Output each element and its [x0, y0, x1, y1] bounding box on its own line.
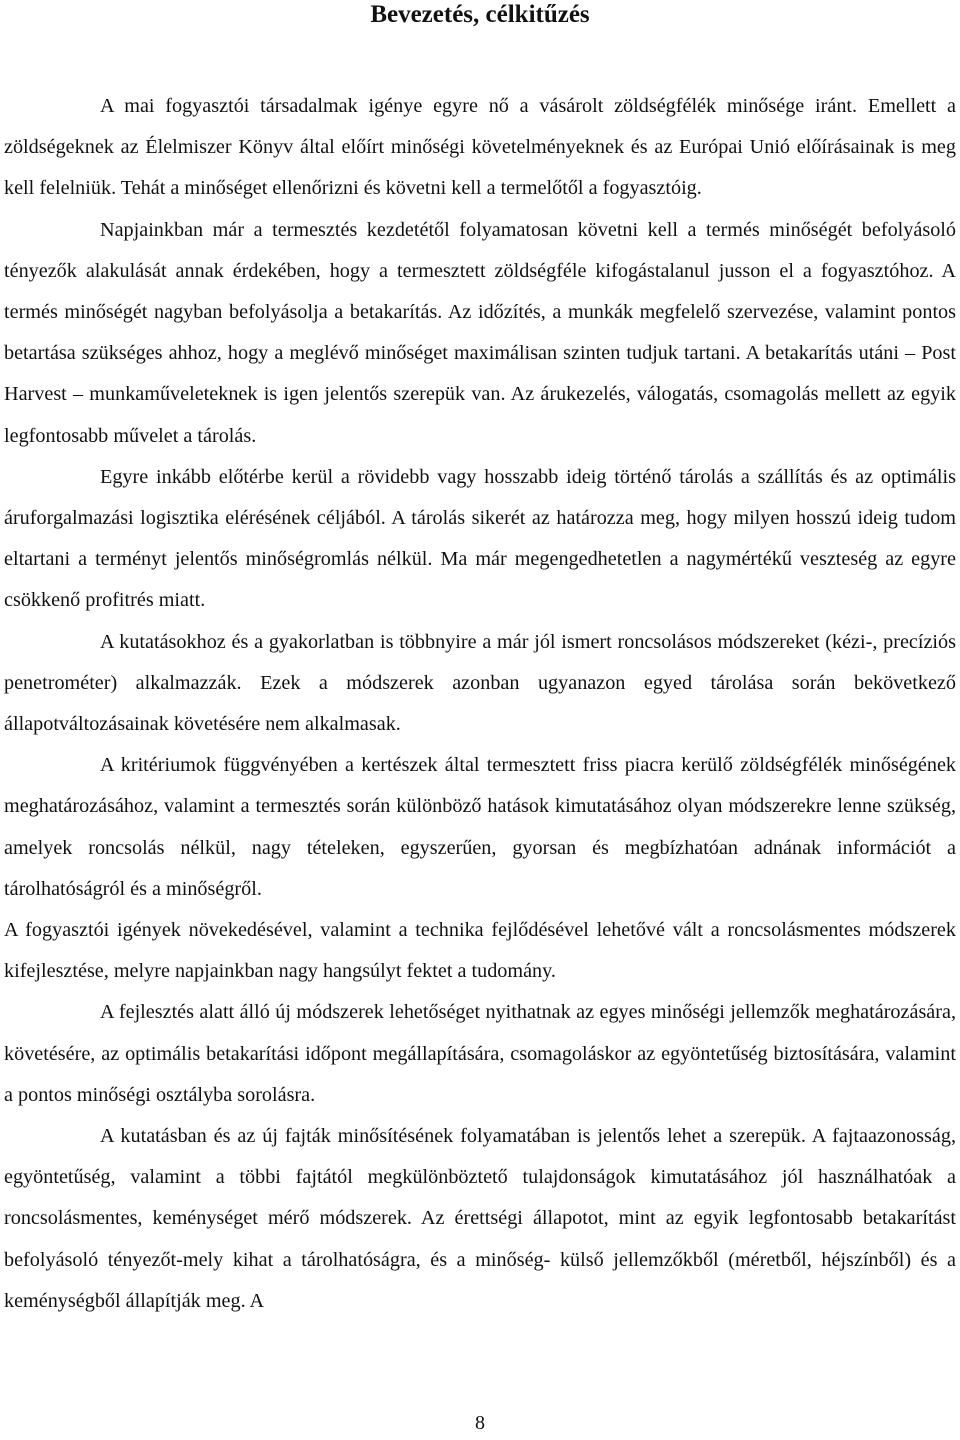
- paragraph-6: A fogyasztói igények növekedésével, valamint a technika fejlődésével lehetővé vált a roncsolásmentes módszerek kifejlesztése, melyre napjainkban nagy hangsúlyt fektet a tudomány.: [4, 919, 956, 983]
- paragraph-8: A kutatásban és az új fajták minősítésének folyamatában is jelentős lehet a szerepük. A fajtaazonosság, egyöntetűség, valamint a többi fajtától megkülönböztető tulajdonságok kimutatásához jól használhatóak a roncsolásmentes, keménységet mérő módszerek. Az érettségi állapotot, mint az egyik legfontosabb betakarítást befolyásoló tényezőt-mely kihat a tárolhatóságra, és a minőség- külső jellemzőkből (méretből, héjszínből) és a keménységből állapítják meg. A: [4, 1125, 956, 1312]
- paragraph-5: A kritériumok függvényében a kertészek által termesztett friss piacra kerülő zöldségfélék minőségének meghatározásához, valamint a termesztés során különböző hatások kimutatásához olyan módszerekre lenne szükség, amelyek roncsolás nélkül, nagy tételeken, egyszerűen, gyorsan és megbízhatóan adnának információt a tárolhatóságról és a minőségről.: [4, 754, 956, 900]
- paragraph-2: Napjainkban már a termesztés kezdetétől folyamatosan követni kell a termés minőségét befolyásoló tényezők alakulását annak érdekében, hogy a termesztett zöldségféle kifogástalanul jusson el a fogyasztóhoz. A termés minőségét nagyban befolyásolja a betakarítás. Az időzítés, a munkák megfelelő szervezése, valamint pontos betartása szükséges ahhoz, hogy a meglévő minőséget maximálisan szinten tudjuk tartani. A betakarítás utáni – Post Harvest – munkaműveleteknek is igen jelentős szerepük van. Az árukezelés, válogatás, csomagolás mellett az egyik legfontosabb művelet a tárolás.: [4, 218, 956, 447]
- document-body: [4, 86, 956, 1322]
- paragraph-7: A fejlesztés alatt álló új módszerek lehetőséget nyithatnak az egyes minőségi jellemzők meghatározására, követésére, az optimális betakarítási időpont megállapítására, csomagoláskor az egyöntetűség biztosítására, valamint a pontos minőségi osztályba sorolásra.: [4, 1001, 956, 1106]
- document-page: [4, 0, 956, 1322]
- paragraph-3: Egyre inkább előtérbe kerül a rövidebb vagy hosszabb ideig történő tárolás a szállítás és az optimális áruforgalmazási logisztika elérésének céljából. A tárolás sikerét az határozza meg, hogy milyen hosszú ideig tudom eltartani a terményt jelentős minőségromlás nélkül. Ma már megengedhetetlen a nagymértékű veszteség az egyre csökkenő profitrés miatt.: [4, 465, 956, 612]
- page-title: Bevezetés, célkitűzés: [370, 1, 590, 28]
- page-number: 8: [475, 1412, 485, 1434]
- paragraph-1: A mai fogyasztói társadalmak igénye egyre nő a vásárolt zöldségfélék minősége iránt. Emellett a zöldségeknek az Élelmiszer Könyv által előírt minőségi követelményeknek és az Európai Unió előírásainak is meg kell felelniük. Tehát a minőséget ellenőrizni és követni kell a termelőtől a fogyasztóig.: [4, 95, 956, 200]
- paragraph-4: A kutatásokhoz és a gyakorlatban is többnyire a már jól ismert roncsolásos módszereket (kézi-, precíziós penetrométer) alkalmazzák. Ezek a módszerek azonban ugyanazon egyed tárolása során bekövetkező állapotváltozásainak követésére nem alkalmasak.: [4, 630, 956, 736]
